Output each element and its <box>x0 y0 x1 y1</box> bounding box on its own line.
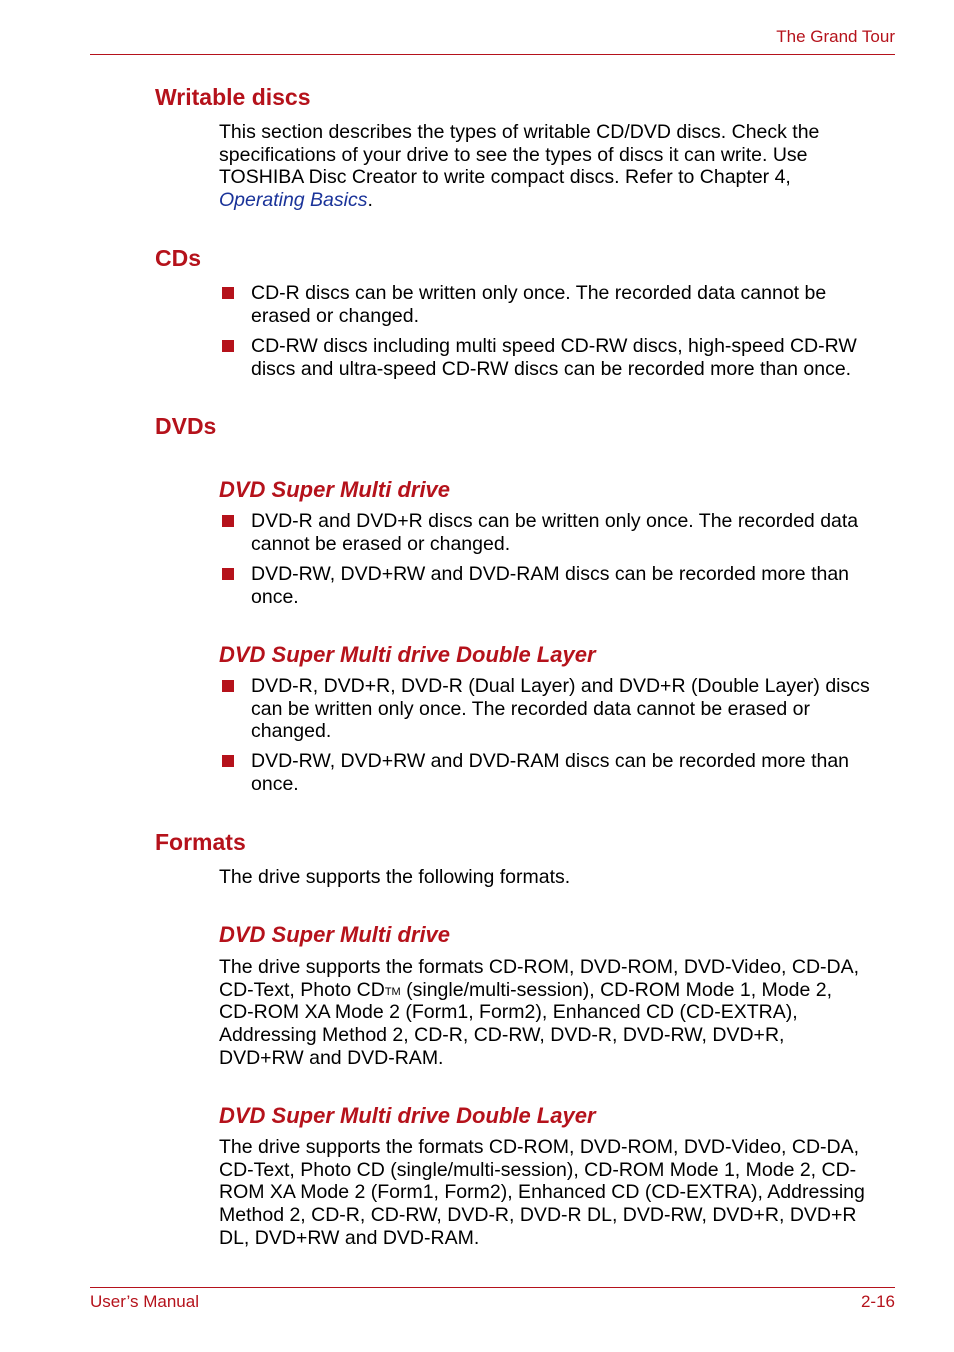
square-bullet-icon <box>222 568 234 580</box>
formats-line: CD-ROM XA Mode 2 (Form1, Form2), Enhanced CD (CD-EXTRA), <box>219 1001 798 1024</box>
formats-intro: The drive supports the following formats. <box>219 866 571 888</box>
bullet-line: once. <box>251 772 299 795</box>
footer-rule <box>90 1287 895 1288</box>
square-bullet-icon <box>222 755 234 767</box>
heading-formats: Formats <box>155 829 246 855</box>
heading-dvds: DVDs <box>155 413 217 439</box>
heading-formats-double-layer: DVD Super Multi drive Double Layer <box>219 1103 596 1128</box>
footer-manual-title: User’s Manual <box>90 1292 199 1311</box>
formats-line: DVD+RW and DVD-RAM. <box>219 1046 444 1069</box>
square-bullet-icon <box>222 340 234 352</box>
writable-line-1: This section describes the types of writable CD/DVD discs. Check the <box>219 121 820 143</box>
bullet-line: CD-RW discs including multi speed CD-RW discs, high-speed CD-RW <box>251 335 857 357</box>
square-bullet-icon <box>222 287 234 299</box>
bullet-line: DVD-RW, DVD+RW and DVD-RAM discs can be recorded more than <box>251 563 850 585</box>
heading-dvd-super-multi: DVD Super Multi drive <box>219 477 451 502</box>
formats-line: The drive supports the formats CD-ROM, DVD-ROM, DVD-Video, CD-DA, <box>219 956 860 978</box>
page-number: 2-16 <box>860 1292 895 1311</box>
formats-line: DL, DVD+RW and DVD-RAM. <box>219 1226 480 1249</box>
formats-line: CD-Text, Photo CD <box>219 978 385 1001</box>
formats-line: ROM XA Mode 2 (Form1, Form2), Enhanced CD (CD-EXTRA), Addressing <box>219 1181 865 1204</box>
bullet-line: can be written only once. The recorded data cannot be erased or <box>251 697 810 720</box>
square-bullet-icon <box>222 515 234 527</box>
heading-dvd-double-layer: DVD Super Multi drive Double Layer <box>219 642 596 667</box>
operating-basics-link[interactable]: Operating Basics <box>219 189 368 212</box>
writable-period: . <box>367 189 373 212</box>
bullet-line: once. <box>251 585 299 608</box>
formats-line: Addressing Method 2, CD-R, CD-RW, DVD-R, DVD-RW, DVD+R, <box>219 1024 785 1047</box>
bullet-line: DVD-RW, DVD+RW and DVD-RAM discs can be recorded more than <box>251 750 850 772</box>
formats-dl-paragraph <box>219 1136 899 1250</box>
bullet-line: erased or changed. <box>251 304 420 327</box>
formats-line: The drive supports the formats CD-ROM, DVD-ROM, DVD-Video, CD-DA, <box>219 1136 860 1158</box>
formats-multi-paragraph <box>219 956 899 1070</box>
writable-line-2: specifications of your drive to see the types of discs it can write. Use <box>219 143 808 166</box>
heading-cds: CDs <box>155 245 202 271</box>
square-bullet-icon <box>222 680 234 692</box>
bullet-line: DVD-R, DVD+R, DVD-R (Dual Layer) and DVD+R (Double Layer) discs <box>251 675 870 697</box>
bullet-line: cannot be erased or changed. <box>251 532 511 555</box>
writable-line-3: TOSHIBA Disc Creator to write compact discs. Refer to Chapter 4, <box>219 166 791 189</box>
bullet-line: DVD-R and DVD+R discs can be written only once. The recorded data <box>251 510 859 532</box>
heading-writable-discs: Writable discs <box>155 84 311 110</box>
heading-formats-super-multi: DVD Super Multi drive <box>219 922 451 947</box>
formats-line: CD-Text, Photo CD (single/multi-session), CD-ROM Mode 1, Mode 2, CD- <box>219 1158 857 1181</box>
header-rule <box>90 54 895 55</box>
trademark-mark: TM <box>384 985 401 998</box>
bullet-line: CD-R discs can be written only once. The recorded data cannot be <box>251 282 827 304</box>
bullet-line: discs and ultra-speed CD-RW discs can be recorded more than once. <box>251 357 852 380</box>
writable-paragraph <box>219 121 899 212</box>
formats-line: (single/multi-session), CD-ROM Mode 1, Mode 2, <box>400 978 832 1001</box>
bullet-line: changed. <box>251 720 332 743</box>
formats-line: Method 2, CD-R, CD-RW, DVD-R, DVD-R DL, DVD-RW, DVD+R, DVD+R <box>219 1204 857 1227</box>
running-header: The Grand Tour <box>776 27 895 46</box>
